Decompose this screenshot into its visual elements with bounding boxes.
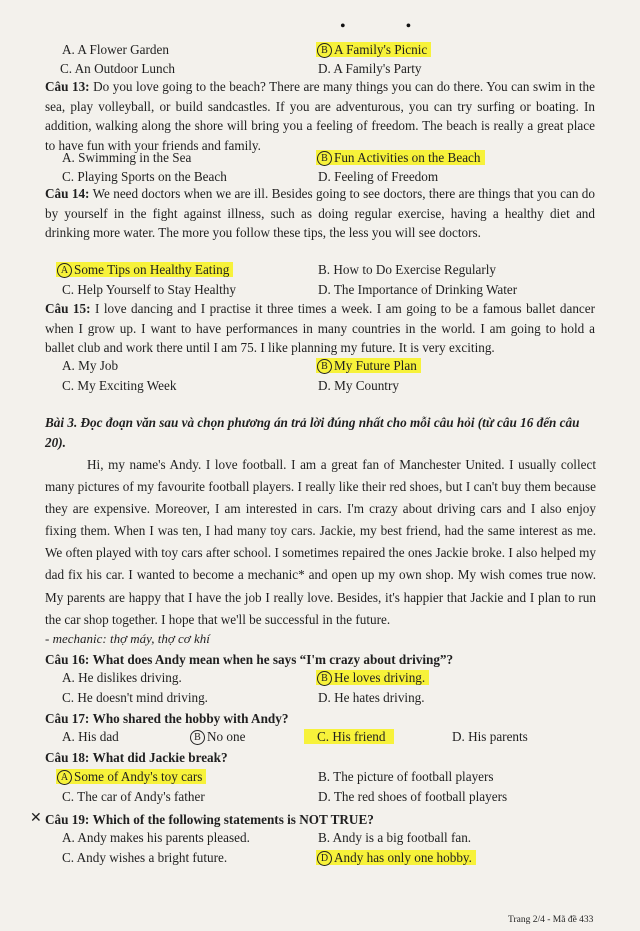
option: B. Andy is a big football fan. (318, 830, 472, 845)
highlight: B Fun Activities on the Beach (316, 150, 485, 165)
option: D. A Family's Party (318, 61, 422, 76)
option: C. Andy wishes a bright future. (62, 850, 228, 865)
question-19: Câu 19: Which of the following statements is NOT TRUE? (45, 812, 374, 827)
option: D. My Country (318, 378, 399, 393)
option: B No one (190, 729, 245, 745)
circle-mark-icon: A (57, 770, 72, 785)
question-13: Câu 13: Do you love going to the beach? There are many things you can do there. You can swim in the sea, play volleyball, or build sandcastles. If you are adventurous, you can try surfing or boating. In addition, walking along the shore will bring you a feeling of freedom. The beach is really a great place to have fun with your friends and family. (45, 79, 595, 153)
option-selected (316, 150, 485, 166)
option: A. His dad (62, 729, 119, 744)
option: A. Andy makes his parents pleased. (62, 830, 250, 845)
option: A. A Flower Garden (62, 42, 169, 57)
highlight: A Some Tips on Healthy Eating (56, 262, 233, 277)
option: C. Playing Sports on the Beach (62, 169, 227, 184)
ink-dots: • • (340, 18, 440, 35)
circle-mark-icon: B (317, 359, 332, 374)
option-selected (316, 358, 421, 374)
question-16: Câu 16: What does Andy mean when he says “I'm crazy about driving”? (45, 652, 454, 667)
option-selected (56, 262, 233, 278)
option: C. He doesn't mind driving. (62, 690, 208, 705)
option: C. Help Yourself to Stay Healthy (62, 282, 236, 297)
option-selected (304, 729, 394, 745)
reading-passage: Hi, my name's Andy. I love football. I am a great fan of Manchester United. I usually collect many pictures of my favourite football players. I really like their red shoes, but I can't buy them because they are expensive. Moreover, I am interested in cars. I'm crazy about driving cars and I also enjoy fixing them. When I was ten, I had many toy cars. Jackie, my best friend, had the same interest as me. We often played with toy cars after school. I sometimes repaired the ones Jackie broke. I also helped my dad fix his car. I wanted to become a mechanic* and open up my own shop. My wish comes true now. My parents are happy that I have the job I really love. Besides, it's happier that Jackie and I plan to run the car shop together. I hope that we'll be successful in the future. (45, 457, 596, 627)
highlight: D Andy has only one hobby. (316, 850, 476, 865)
section-heading: Bài 3. Đọc đoạn văn sau và chọn phương án trả lời đúng nhất cho mỗi câu hỏi (từ câu 16 đến câu 20). (45, 415, 580, 450)
option-selected (56, 769, 206, 785)
option: D. The red shoes of football players (318, 789, 508, 804)
option: C. My Exciting Week (62, 378, 177, 393)
option-selected (316, 850, 476, 866)
option: C. The car of Andy's father (62, 789, 205, 804)
page-footer: Trang 2/4 - Mã đề 433 (508, 915, 594, 925)
option: D. The Importance of Drinking Water (318, 282, 518, 297)
option: C. An Outdoor Lunch (60, 61, 176, 76)
option: D. He hates driving. (318, 690, 425, 705)
option: B. How to Do Exercise Regularly (318, 262, 496, 277)
circle-mark-icon: B (317, 151, 332, 166)
question-18: Câu 18: What did Jackie break? (45, 750, 228, 765)
circle-mark-icon: B (317, 671, 332, 686)
circle-mark-icon: A (57, 263, 72, 278)
highlight: B My Future Plan (316, 358, 421, 373)
question-15: Câu 15: I love dancing and I practise it three times a week. I am going to be a famous ballet dancer when I grow up. I want to have performances in many countries in the world. I am going to hold a ballet club and work there until I am 75. I like planning my future. It is very exciting. (45, 301, 596, 356)
glossary-note: - mechanic: thợ máy, thợ cơ khí (45, 631, 210, 646)
option: A. He dislikes driving. (62, 670, 182, 685)
highlight: C. His friend (304, 729, 394, 744)
highlight: B He loves driving. (316, 670, 429, 685)
cross-mark-icon: ✕ (30, 811, 42, 826)
highlight: B A Family's Picnic (316, 42, 431, 57)
option-selected (316, 670, 429, 686)
circle-mark-icon: B (190, 730, 205, 745)
option-selected (316, 42, 431, 58)
question-17: Câu 17: Who shared the hobby with Andy? (45, 711, 289, 726)
highlight: A Some of Andy's toy cars (56, 769, 206, 784)
option: A. Swimming in the Sea (62, 150, 192, 165)
circle-mark-icon: D (317, 851, 332, 866)
option: D. Feeling of Freedom (318, 169, 439, 184)
option: A. My Job (62, 358, 119, 373)
option: D. His parents (452, 729, 528, 744)
circle-mark-icon: B (317, 43, 332, 58)
option: B. The picture of football players (318, 769, 494, 784)
question-14: Câu 14: We need doctors when we are ill. Besides going to see doctors, there are things that you can do by yourself in the fight against illness, such as doing regular exercise, having a healthy diet and drinking more water. The more you follow these tips, the less you will see doctors. (45, 186, 595, 241)
